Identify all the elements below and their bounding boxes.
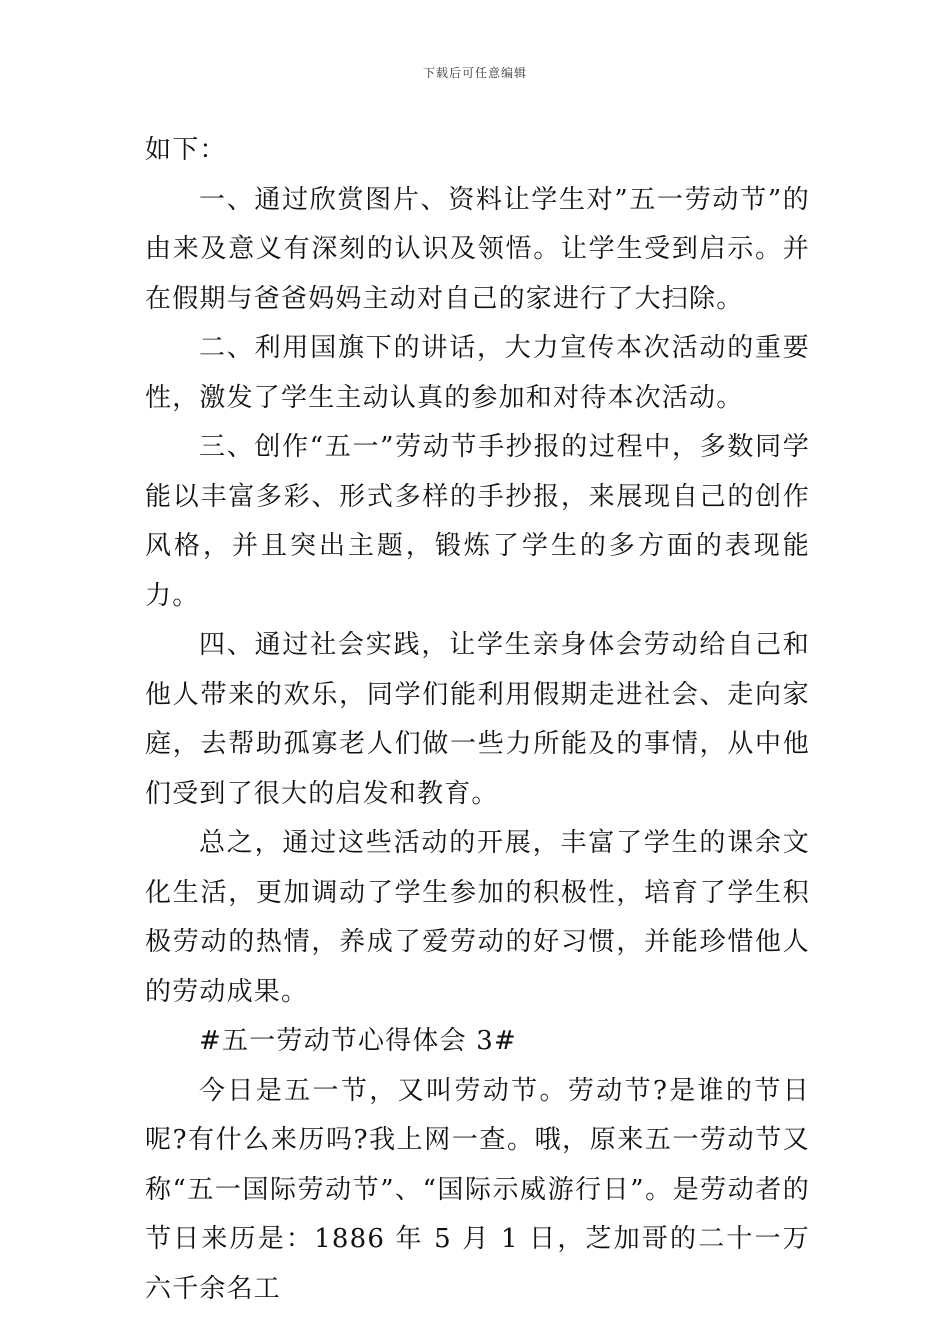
section-heading: #五一劳动节心得体会 3#	[199, 1026, 517, 1056]
paragraph-summary: 总之，通过这些活动的开展，丰富了学生的课余文化生活，更加调动了学生参加的积极性，培育了学生积极劳动的热情，养成了爱劳动的好习惯，并能珍惜他人的劳动成果。	[145, 828, 810, 1007]
document-body	[145, 126, 810, 1314]
paragraph-item-4: 四、通过社会实践，让学生亲身体会劳动给自己和他人带来的欢乐，同学们能利用假期走进社会、走向家庭，去帮助孤寡老人们做一些力所能及的事情，从中他们受到了很大的启发和教育。	[145, 630, 810, 809]
paragraph-item-2: 二、利用国旗下的讲话，大力宣传本次活动的重要性，激发了学生主动认真的参加和对待本次活动。	[145, 333, 810, 413]
paragraph-intro: 如下：	[145, 135, 227, 165]
paragraph-item-3: 三、创作“五一”劳动节手抄报的过程中，多数同学能以丰富多彩、形式多样的手抄报，来展现自己的创作风格，并且突出主题，锻炼了学生的多方面的表现能力。	[145, 432, 810, 611]
paragraph-section-3: 今日是五一节，又叫劳动节。劳动节?是谁的节日呢?有什么来历吗?我上网一查。哦，原来五一劳动节又称“五一国际劳动节”、“国际示威游行日”。是劳动者的节日来历是：1886 年 5 月 1 日，芝加哥的二十一万六千余名工	[145, 1075, 810, 1304]
page-header-note: 下载后可任意编辑	[422, 66, 527, 80]
paragraph-item-1: 一、通过欣赏图片、资料让学生对”五一劳动节”的由来及意义有深刻的认识及领悟。让学生受到启示。并在假期与爸爸妈妈主动对自己的家进行了大扫除。	[145, 184, 810, 314]
